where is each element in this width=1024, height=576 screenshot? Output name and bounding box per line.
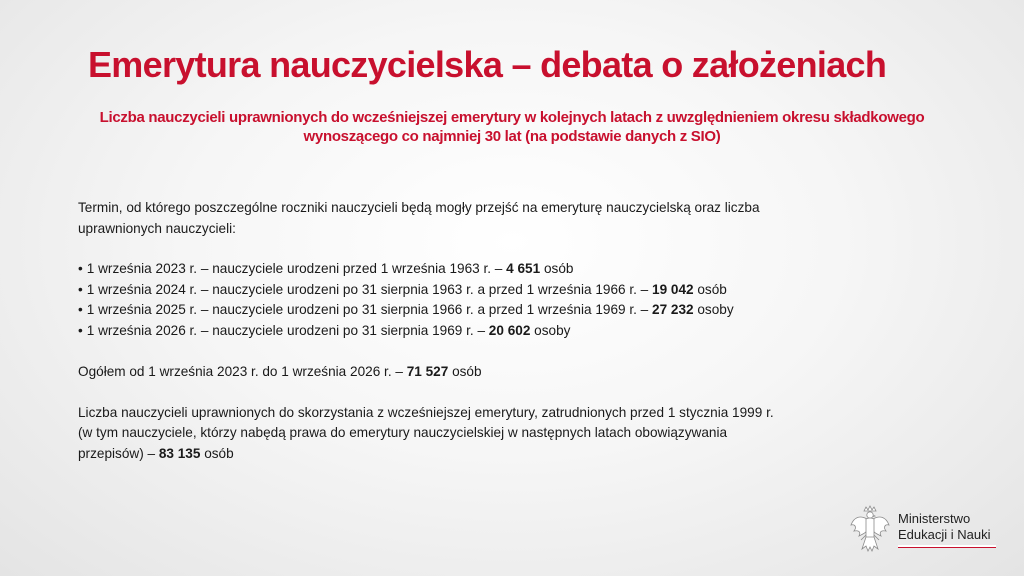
flag-stripe (898, 545, 996, 548)
total-unit: osób (448, 364, 482, 379)
intro-line-1: Termin, od którego poszczególne roczniki nauczycieli będą mogły przejść na emeryturę nauczycielską oraz liczba (78, 200, 760, 215)
ministry-name-line-2: Edukacji i Nauki (898, 527, 991, 542)
total-text: Ogółem od 1 września 2023 r. do 1 września 2026 r. – (78, 364, 407, 379)
bullet-dot: • (78, 281, 83, 297)
bullet-dot: • (78, 302, 83, 317)
list-item (78, 280, 918, 301)
ministry-name (898, 511, 991, 543)
subtitle-line-1: Liczba nauczycieli uprawnionych do wcześniejszej emerytury w kolejnych latach z uwzględnieniem okresu składkowego (99, 109, 925, 126)
polish-eagle-icon (850, 505, 890, 555)
slide-title: Emerytura nauczycielska – debata o założeniach (88, 44, 887, 85)
bullet-dot: • (78, 261, 83, 276)
list-item-count: 19 042 (652, 281, 694, 297)
eligible-line-2: (w tym nauczyciele, którzy nabędą prawa do emerytury nauczycielskiej w następnych latach obowiązywania (78, 425, 728, 440)
retirement-dates-list (78, 259, 918, 341)
eligible-count: 83 135 (158, 445, 201, 461)
list-item-text: 1 września 2025 r. – nauczyciele urodzeni po 31 sierpnia 1966 r. a przed 1 września 1969 r. – (86, 302, 653, 317)
list-item-unit: osoby (693, 302, 734, 317)
slide-content (78, 198, 918, 464)
intro-paragraph (78, 198, 918, 239)
list-item (78, 300, 918, 321)
slide-subtitle (40, 108, 984, 146)
eligible-line-1: Liczba nauczycieli uprawnionych do skorzystania z wcześniejszej emerytury, zatrudnionych przed 1 stycznia 1999 r. (78, 404, 774, 420)
eligible-unit: osób (200, 445, 234, 461)
eligible-paragraph (78, 403, 918, 465)
list-item (78, 259, 918, 280)
ministry-logo (850, 505, 1000, 555)
total-paragraph (78, 362, 918, 383)
bullet-dot: • (78, 322, 83, 338)
intro-line-2: uprawnionych nauczycieli: (78, 220, 236, 236)
list-item-unit: osoby (530, 322, 571, 338)
list-item-unit: osób (540, 261, 574, 276)
list-item-text: 1 września 2024 r. – nauczyciele urodzeni po 31 sierpnia 1963 r. a przed 1 września 1966 r. – (86, 281, 653, 297)
total-count: 71 527 (406, 364, 449, 379)
list-item-text: 1 września 2026 r. – nauczyciele urodzeni po 31 sierpnia 1969 r. – (86, 322, 489, 338)
ministry-name-line-1: Ministerstwo (898, 511, 971, 526)
eligible-line-3: przepisów) – (78, 445, 159, 461)
list-item-text: 1 września 2023 r. – nauczyciele urodzeni przed 1 września 1963 r. – (86, 261, 507, 276)
list-item (78, 321, 918, 342)
list-item-count: 27 232 (652, 302, 694, 317)
list-item-count: 20 602 (488, 322, 531, 338)
list-item-count: 4 651 (506, 261, 541, 276)
subtitle-line-2: wynoszącego co najmniej 30 lat (na podstawie danych z SIO) (303, 128, 721, 145)
list-item-unit: osób (693, 281, 727, 297)
